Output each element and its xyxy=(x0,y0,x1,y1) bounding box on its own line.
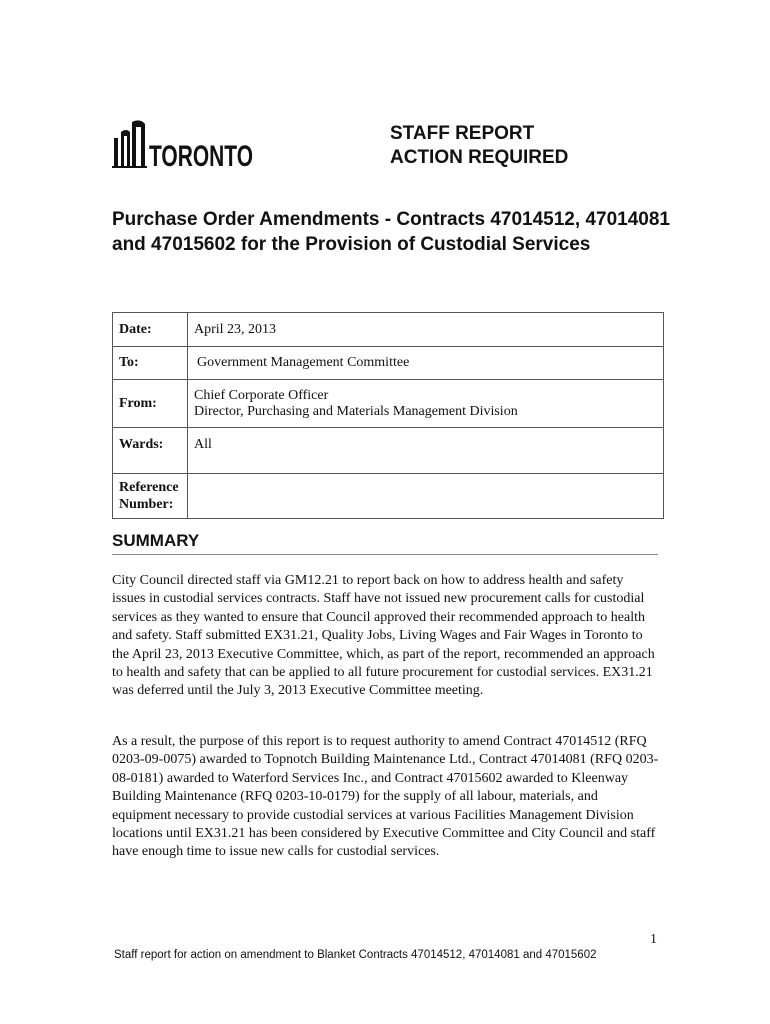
date-row xyxy=(113,313,664,347)
reference-label-line2: Number: xyxy=(119,497,174,512)
from-value xyxy=(188,380,664,428)
report-type xyxy=(390,122,568,170)
report-metadata-table xyxy=(112,312,664,519)
page-footer: Staff report for action on amendment to Blanket Contracts 47014512, 47014081 and 47015602 xyxy=(114,949,597,961)
wards-value: All xyxy=(188,428,664,474)
to-value xyxy=(188,347,664,380)
summary-paragraph-1: City Council directed staff via GM12.21 to report back on how to address health and safety issues in custodial services contracts. Staff have not issued new procurement calls for custodial services as they wanted to ensure that Council approved their recommended approach to health and safety. Staff submitted EX31.21, Quality Jobs, Living Wages and Fair Wages in Toronto to the April 23, 2013 Executive Committee, which, as part of the report, recommended an approach to health and safety that can be applied to all future procurement for custodial services. EX31.21 was deferred until the July 3, 2013 Executive Committee meeting. xyxy=(112,573,655,699)
from-value-line1: Chief Corporate Officer xyxy=(194,387,329,403)
from-label: From: xyxy=(113,380,188,428)
date-value: April 23, 2013 xyxy=(188,313,664,347)
from-value-line2: Director, Purchasing and Materials Management Division xyxy=(194,403,518,419)
from-row xyxy=(113,380,664,428)
to-label: To: xyxy=(113,347,188,380)
summary-paragraph-2: As a result, the purpose of this report is to request authority to amend Contract 47014512 (RFQ 0203-09-0075) awarded to Topnotch Building Maintenance Ltd., Contract 47014081 (RFQ 0203-08-0181) awarded to Waterford Services Inc., and Contract 47015602 awarded to Kleenway Building Maintenance (RFQ 0203-10-0179) for the supply of all labour, materials, and equipment necessary to provide custodial services at various Facilities Management Division locations until EX31.21 has been considered by Executive Committee and City Council and staff have enough time to issue new calls for custodial services. xyxy=(112,734,659,860)
toronto-logo xyxy=(112,118,257,174)
to-value-text: Government Management Committee xyxy=(197,355,410,370)
report-type-line1: STAFF REPORT xyxy=(390,123,535,144)
summary-heading: SUMMARY xyxy=(112,531,658,555)
page-number: 1 xyxy=(650,932,657,947)
reference-value xyxy=(188,474,664,519)
wards-row xyxy=(113,428,664,474)
to-row xyxy=(113,347,664,380)
report-title: Purchase Order Amendments - Contracts 47014512, 47014081 and 47015602 for the Provision of Custodial Services xyxy=(112,209,670,255)
report-type-line2: ACTION REQUIRED xyxy=(390,147,569,168)
logo-wordmark: TORONTO xyxy=(149,140,253,173)
reference-label xyxy=(113,474,188,519)
reference-row xyxy=(113,474,664,519)
wards-label: Wards: xyxy=(113,428,188,474)
city-hall-logo-icon xyxy=(112,118,257,174)
reference-label-line1: Reference xyxy=(119,480,179,495)
date-label: Date: xyxy=(113,313,188,347)
